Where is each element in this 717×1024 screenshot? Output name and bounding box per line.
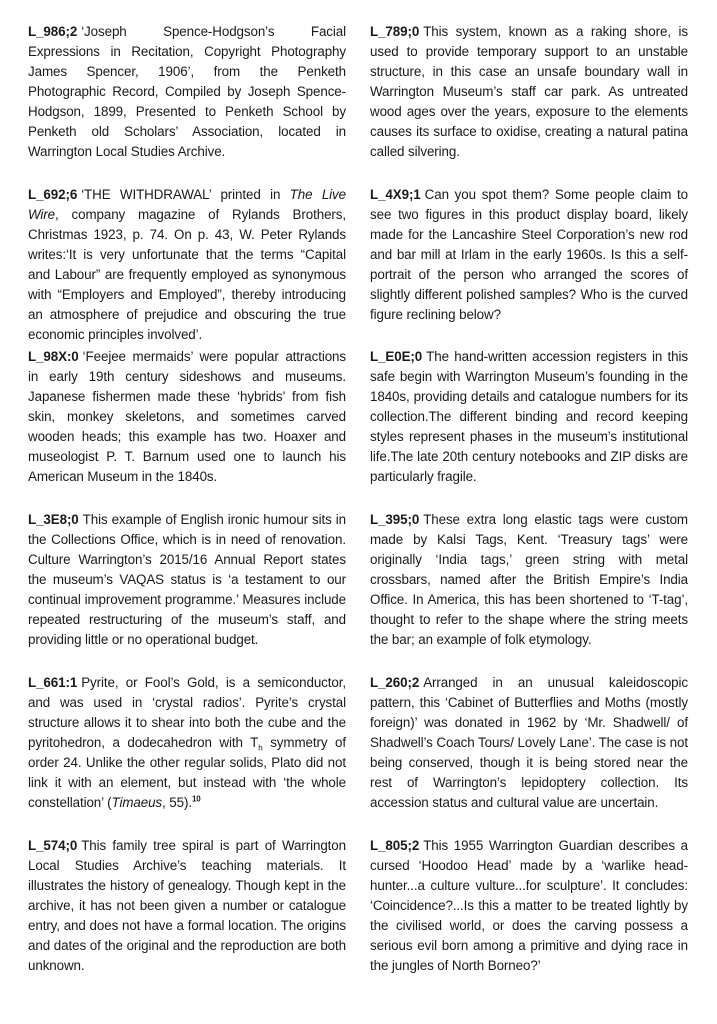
entry-L-986-2 [28, 22, 346, 162]
entry-L-574-0 [28, 836, 346, 976]
entry-L-260-2 [370, 673, 688, 813]
entry-code: L_805;2 [370, 838, 420, 853]
entry-text: Arranged in an unusual kaleidoscopic pattern, this ‘Cabinet of Butterflies and Moths (mostly foreign)’ was donated in 1962 by ‘Mr. Shadwell/ of Shadwell’s Coach Tours/ Lovely Lane’. The case is not being conserved, though it is being stored near the rest of Warrington’s lepidoptery collection. Its accession status and cultural value are uncertain. [370, 675, 688, 810]
entry-code: L_661:1 [28, 675, 78, 690]
entry-text: ‘THE WITHDRAWAL’ printed in [81, 187, 290, 202]
entry-L-4X9-1 [370, 185, 688, 325]
entry-code: L_395;0 [370, 512, 420, 527]
entry-text: These extra long elastic tags were custom made by Kalsi Tags, Kent. ‘Treasury tags’ were originally ‘India tags,’ green string with metal crossbars, named after the British Empire’s India Office. In America, this has been shortened to ‘T-tag’, thought to refer to the shape where the string meets the bar; an example of folk etymology. [370, 512, 688, 647]
subscript-h: h [258, 743, 263, 753]
entry-L-3E8-0 [28, 510, 346, 650]
entry-text-end: , 55). [162, 795, 192, 810]
entry-text: ‘Joseph Spence-Hodgson’s Facial Expressions in Recitation, Copyright Photography James Spencer, 1906’, from the Penketh Photographic Record, Compiled by Joseph Spence-Hodgson, 1899, Presented to Penketh School by Penketh old Scholars’ Association, located in Warrington Local Studies Archive. [28, 24, 346, 159]
entry-L-805-2 [370, 836, 688, 976]
entry-code: L_260;2 [370, 675, 420, 690]
entry-L-395-0 [370, 510, 688, 650]
entry-code: L_4X9;1 [370, 187, 421, 202]
document-page [28, 22, 690, 1002]
entry-text-cont: , company magazine of Rylands Brothers, Christmas 1923, p. 74. On p. 43, W. Peter Rylands writes:‘It is very unfortunate that the terms “Capital and Labour” are frequently employed as synonymous with “Employers and Employed”, thereby introducing an atmosphere of prejudice and obscuring the true economic principles involved’. [28, 207, 346, 342]
entry-code: L_3E8;0 [28, 512, 79, 527]
entry-italic-title: Timaeus [111, 795, 163, 810]
entry-text: This 1955 Warrington Guardian describes a cursed ‘Hoodoo Head’ made by a ‘warlike head-hunter...a culture vulture...for sculpture’. It concludes: ‘Coincidence?...Is this a matter to be treated lightly by the civilised world, or does the carving possess a serious evil born among a primitive and dying race in the jungles of North Borneo?’ [370, 838, 688, 973]
entry-code: L_789;0 [370, 24, 420, 39]
entry-code: L_E0E;0 [370, 349, 423, 364]
footnote-marker: 10 [191, 794, 201, 804]
entry-text: Can you spot them? Some people claim to see two figures in this product display board, likely made for the Lancashire Steel Corporation’s new rod and bar mill at Irlam in the early 1960s. Is this a self-portrait of the person who arranged the scores of slightly different polished samples? Who is the curved figure reclining below? [370, 187, 688, 322]
entry-text: The hand-written accession registers in this safe begin with Warrington Museum’s founding in the 1840s, providing details and catalogue numbers for its collection.The different binding and record keeping styles represent phases in the museum’s institutional life.The late 20th century notebooks and ZIP disks are particularly fragile. [370, 349, 688, 484]
entry-L-661-1 [28, 673, 346, 813]
entry-L-E0E-0 [370, 347, 688, 487]
entry-text: This example of English ironic humour sits in the Collections Office, which is in need of renovation. Culture Warrington’s 2015/16 Annual Report states the museum’s VAQAS status is ‘a testament to our continual improvement programme.’ Measures include repeated restructuring of the museum’s staff, and providing little or no operational budget. [28, 512, 346, 647]
entry-code: L_574;0 [28, 838, 78, 853]
entry-L-789-0 [370, 22, 688, 162]
entry-L-98X-0 [28, 347, 346, 487]
entry-text: This family tree spiral is part of Warrington Local Studies Archive’s teaching materials. It illustrates the history of genealogy. Though kept in the archive, it has not been given a number or catalogue entry, and does not have a formal location. The origins and dates of the original and the reproduction are both unknown. [28, 838, 346, 973]
entry-code: L_986;2 [28, 24, 78, 39]
entry-code: L_692;6 [28, 187, 78, 202]
entry-text: Pyrite, or Fool’s Gold, is a semiconductor, and was used in ‘crystal radios’. Pyrite’s crystal structure allows it to shear into both the cube and the pyritohedron, a dodecahedron with T [28, 675, 346, 750]
entry-code: L_98X:0 [28, 349, 79, 364]
entry-text: ‘Feejee mermaids’ were popular attractions in early 19th century sideshows and museums. Japanese fishermen made these ‘hybrids’ from fish skin, monkey skeletons, and sometimes carved wooden heads; this example has two. Hoaxer and museologist P. T. Barnum used one to launch his American Museum in the 1840s. [28, 349, 346, 484]
entry-italic-title: The Live Wire [28, 187, 346, 222]
entry-text: This system, known as a raking shore, is used to provide temporary support to an unstable structure, in this case an unsafe boundary wall in Warrington Museum’s staff car park. As untreated wood ages over the years, exposure to the elements causes its surface to oxidise, creating a natural patina called silvering. [370, 24, 688, 159]
entry-L-692-6 [28, 185, 346, 345]
entry-text-cont: symmetry of order 24. Unlike the other regular solids, Plato did not link it with an element, but instead with ‘the whole constellation’ ( [28, 735, 346, 810]
